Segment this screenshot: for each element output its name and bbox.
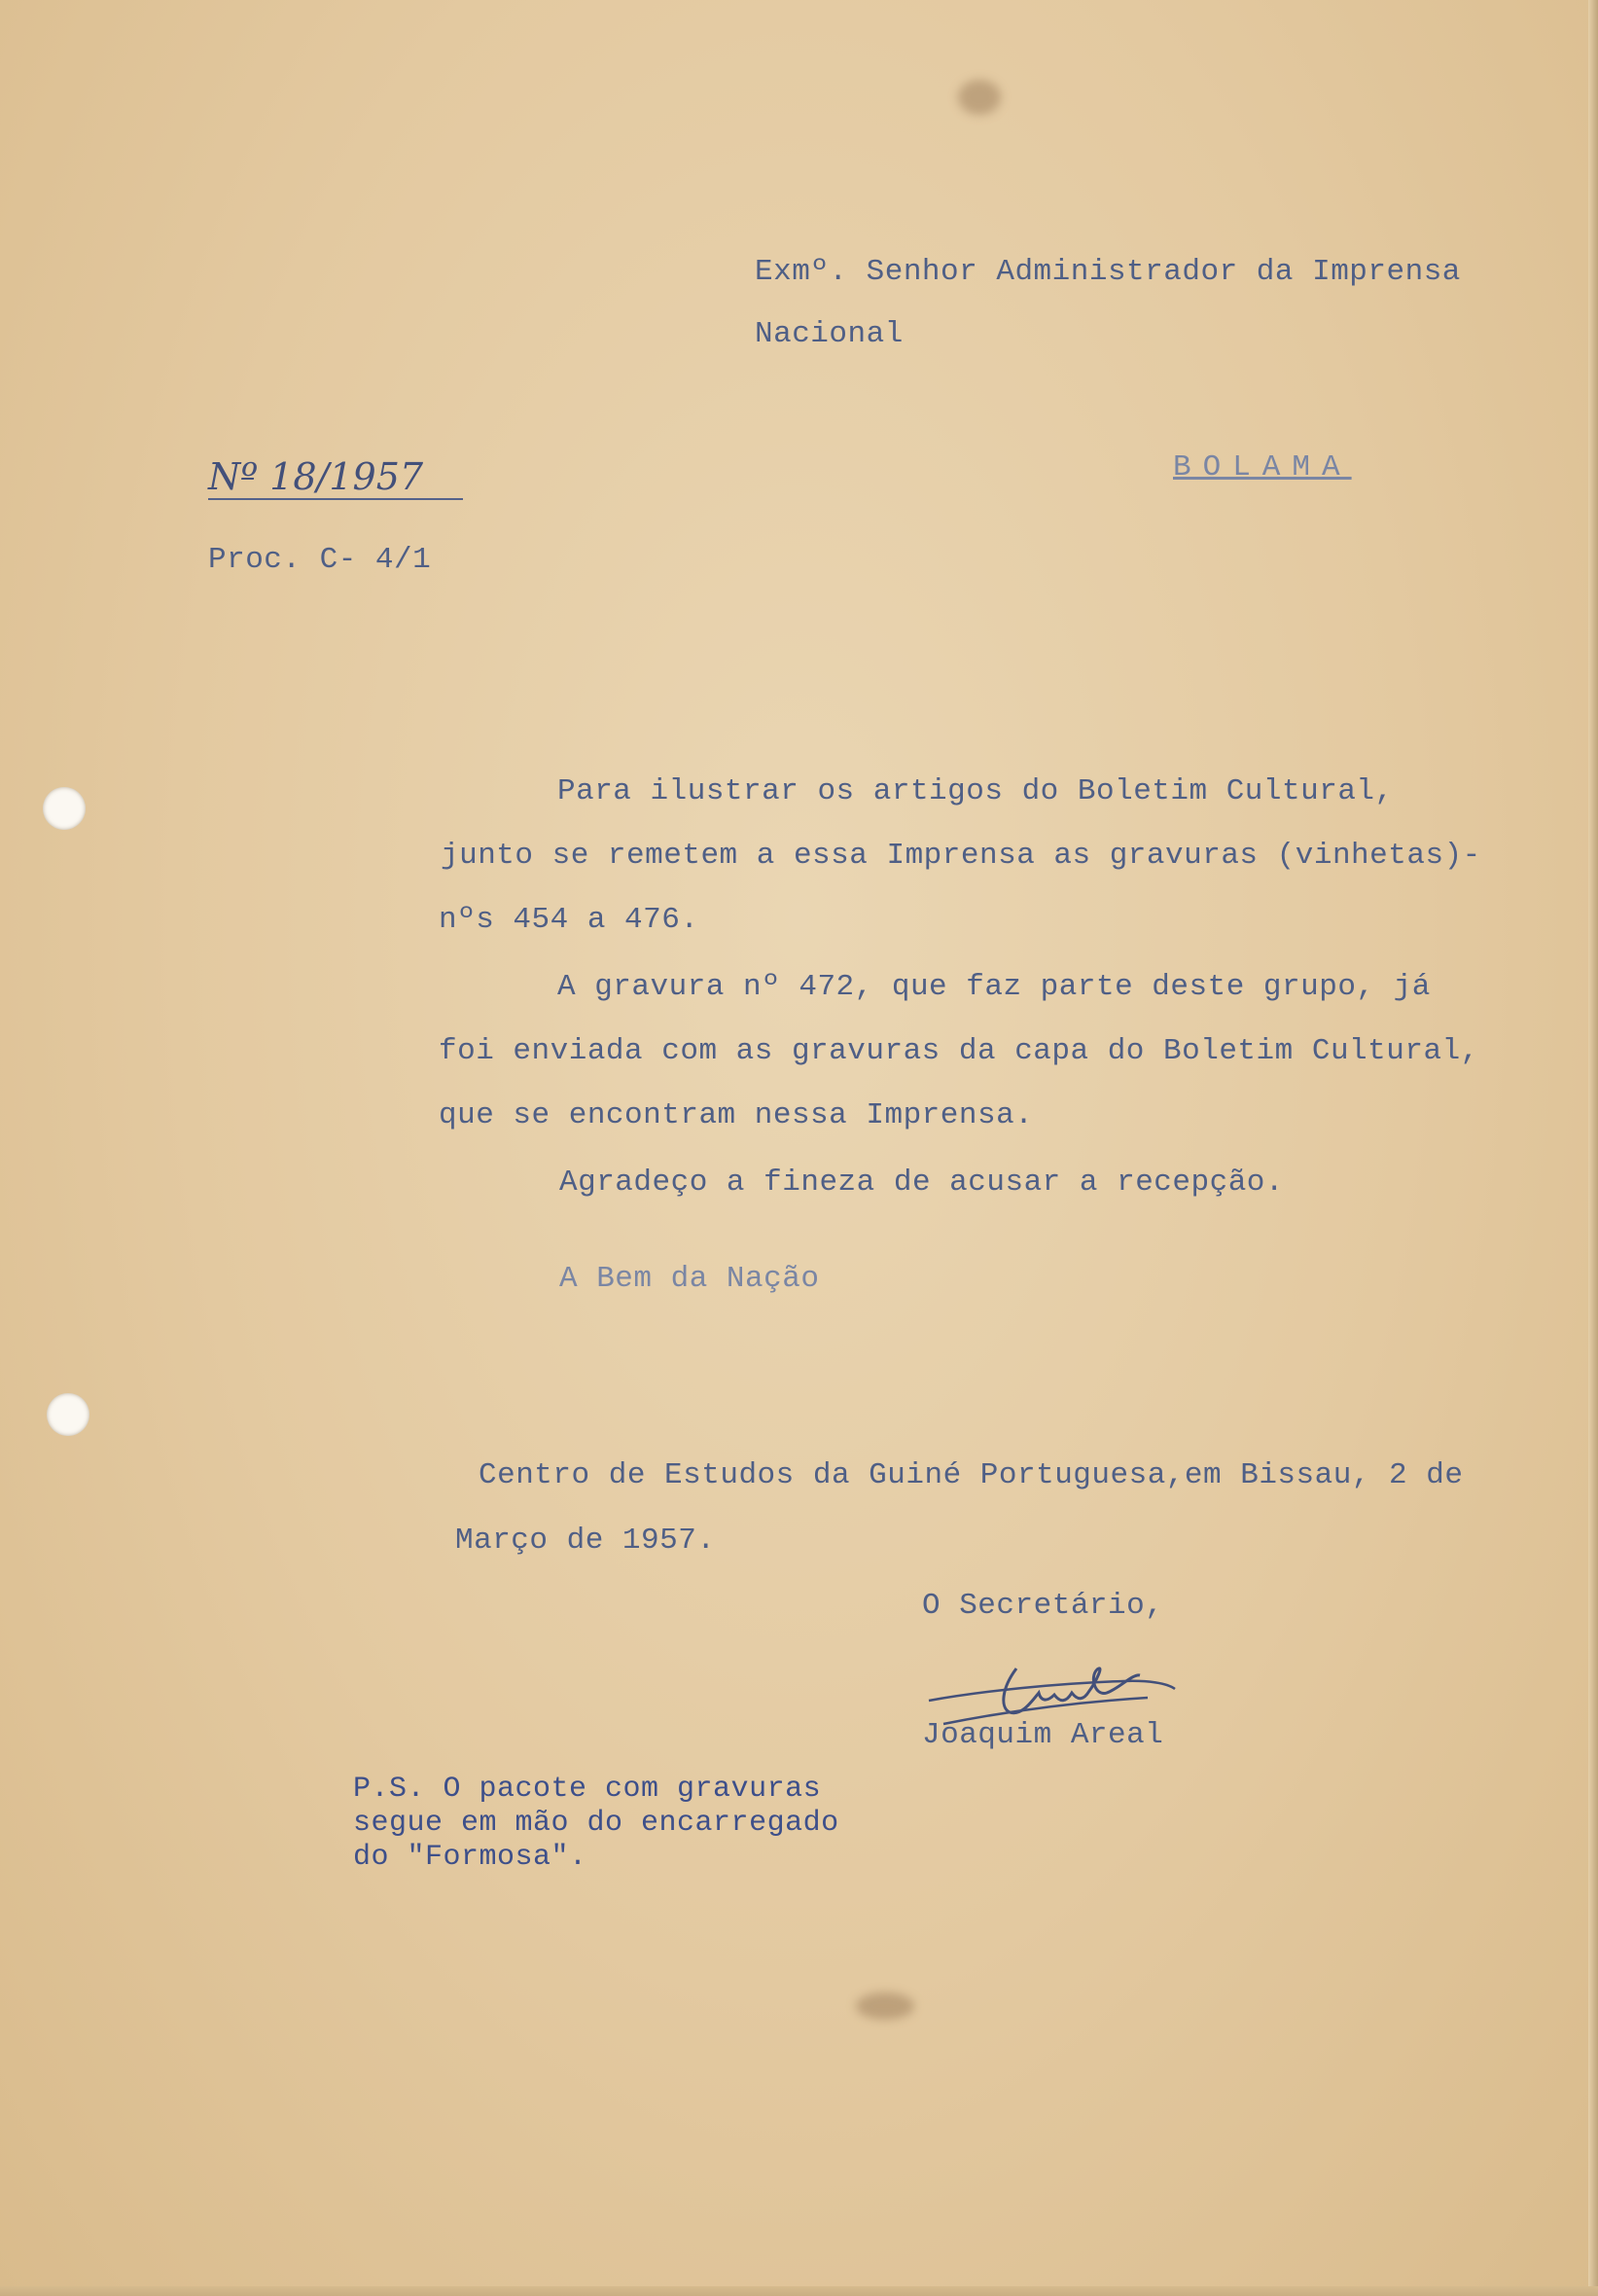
body-p2-line-2: foi enviada com as gravuras da capa do Boletim Cultural, <box>439 1034 1479 1068</box>
place-date-line-1: Centro de Estudos da Guiné Portuguesa,em Bissau, 2 de <box>479 1458 1464 1492</box>
punch-hole-top <box>43 787 86 830</box>
addressee-line-2: Nacional <box>755 317 904 351</box>
postscript-line-1: P.S. O pacote com gravuras <box>353 1773 822 1806</box>
addressee-line-1: Exmº. Senhor Administrador da Imprensa <box>755 255 1461 289</box>
stain-top <box>958 80 1001 115</box>
body-p1-line-2: junto se remetem a essa Imprensa as gravuras (vinhetas)- <box>441 839 1481 873</box>
punch-hole-bottom <box>47 1393 89 1436</box>
postscript-line-3: do "Formosa". <box>353 1841 587 1874</box>
reference-proc: Proc. C- 4/1 <box>208 543 432 577</box>
paper-edge-bottom <box>0 2286 1598 2296</box>
closing: A Bem da Nação <box>559 1262 820 1296</box>
signatory-name: Joaquim Areal <box>922 1718 1164 1752</box>
place-date-line-2: Março de 1957. <box>455 1524 716 1558</box>
body-p3: Agradeço a fineza de acusar a recepção. <box>559 1166 1285 1200</box>
reference-number: Nº 18/1957 <box>208 455 424 498</box>
postscript-line-2: segue em mão do encarregado <box>353 1807 839 1840</box>
stain-bottom <box>856 1992 914 2020</box>
body-p2-line-1: A gravura nº 472, que faz parte deste grupo, já <box>557 970 1431 1004</box>
body-p1-line-1: Para ilustrar os artigos do Boletim Cultural, <box>557 774 1394 808</box>
addressee-city: BOLAMA <box>1173 450 1352 484</box>
body-p2-line-3: que se encontram nessa Imprensa. <box>439 1098 1034 1132</box>
signatory-title: O Secretário, <box>922 1589 1164 1623</box>
body-p1-line-3: nºs 454 a 476. <box>439 903 699 937</box>
paper-edge-right <box>1588 0 1598 2296</box>
reference-underline <box>208 498 463 500</box>
